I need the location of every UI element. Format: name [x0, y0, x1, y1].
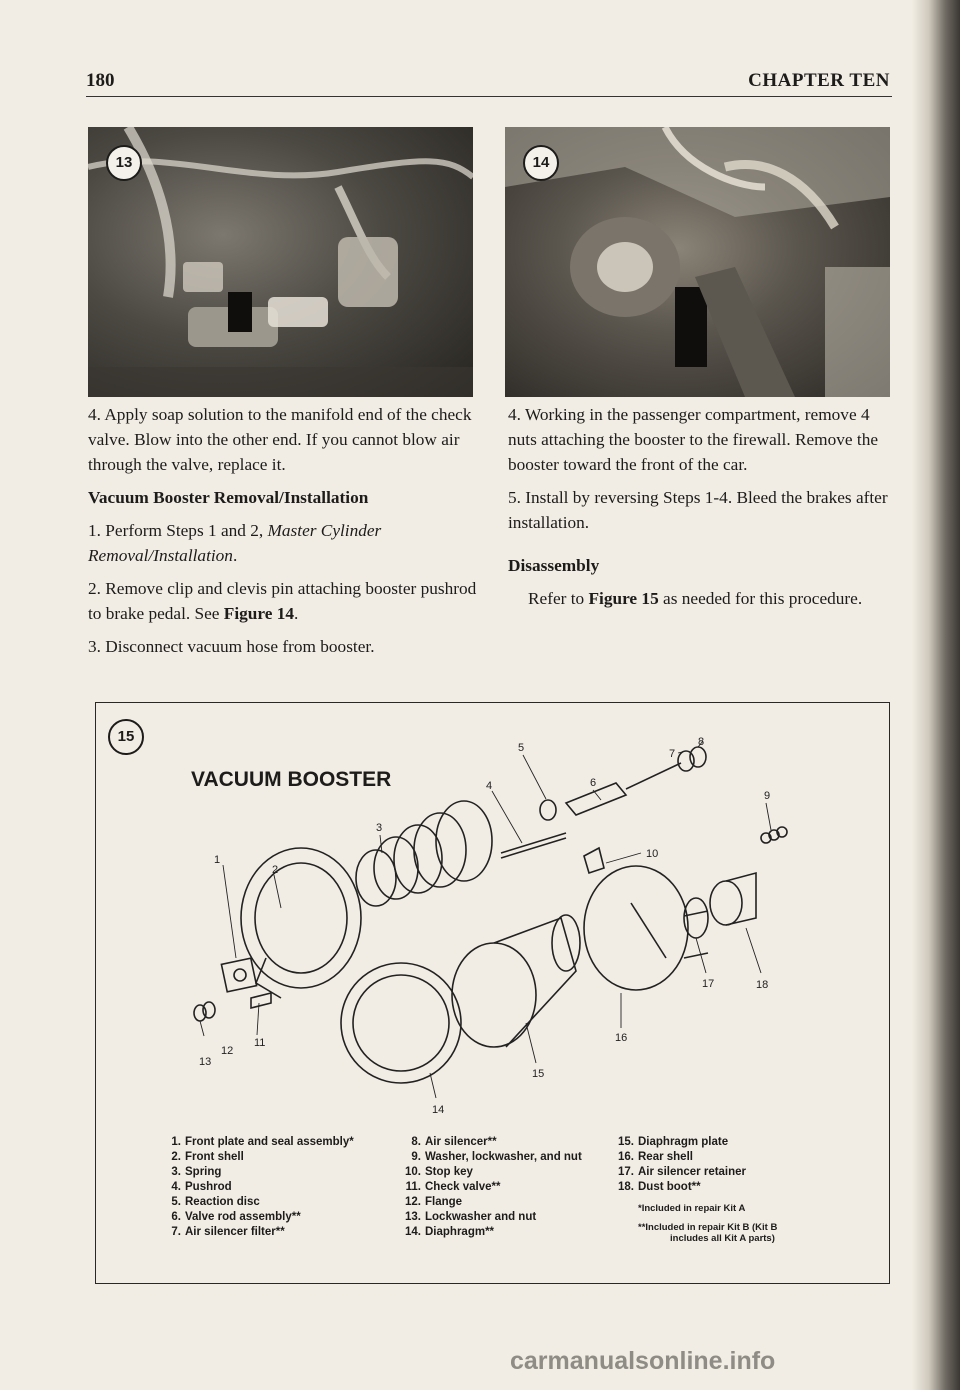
- legend-item-text: Air silencer**: [425, 1136, 497, 1148]
- kit-b-note-line1: **Included in repair Kit B (Kit B: [638, 1222, 778, 1233]
- rear-shell-stud: [684, 911, 708, 916]
- callout-9: 9: [764, 790, 771, 802]
- legend-item-number: 17.: [618, 1166, 634, 1178]
- legend-item: [161, 1165, 354, 1180]
- legend-item-text: Pushrod: [185, 1181, 232, 1193]
- chapter-title: CHAPTER TEN: [748, 70, 890, 91]
- callout-15: 15: [532, 1068, 545, 1080]
- legend-item-number: 1.: [171, 1136, 181, 1148]
- kit-a-note: *Included in repair Kit A: [638, 1203, 746, 1214]
- callout-10: 10: [646, 848, 659, 860]
- legend-item: [401, 1150, 582, 1165]
- legend-item-text: Spring: [185, 1166, 222, 1178]
- legend-item-text: Lockwasher and nut: [425, 1211, 537, 1223]
- legend-item-text: Valve rod assembly**: [185, 1211, 301, 1223]
- legend-column-1: [161, 1135, 354, 1240]
- legend-item: [401, 1210, 582, 1225]
- legend-item-text: Rear shell: [638, 1151, 693, 1163]
- intro-suffix: as needed for this procedure.: [658, 589, 863, 608]
- photo-14-illustration: [505, 127, 890, 397]
- legend-item-number: 12.: [405, 1196, 421, 1208]
- legend-item: [161, 1225, 354, 1240]
- legend-item-number: 3.: [171, 1166, 181, 1178]
- step-2-prefix: 2. Remove clip and clevis pin attaching booster pushrod to brake pedal. See: [88, 579, 477, 623]
- spring-coils: [356, 801, 492, 906]
- stop-key: [584, 848, 604, 873]
- legend-item-text: Dust boot**: [638, 1181, 701, 1193]
- callout-13: 13: [199, 1056, 212, 1068]
- valve-rod-shaft: [626, 763, 681, 789]
- callout-1: 1: [214, 854, 221, 866]
- kit-b-note: [614, 1222, 777, 1244]
- legend-item: [401, 1165, 582, 1180]
- callout-3: 3: [376, 822, 383, 834]
- legend-item-text: Diaphragm**: [425, 1226, 495, 1238]
- header-rule: [86, 96, 892, 97]
- callout-18: 18: [756, 979, 769, 991]
- legend-item-text: Front plate and seal assembly*: [185, 1136, 354, 1148]
- diaphragm-inner: [353, 975, 449, 1071]
- legend-item-number: 8.: [411, 1136, 421, 1148]
- legend-item-text: Washer, lockwasher, and nut: [425, 1151, 582, 1163]
- photo-figure-14: [505, 127, 890, 397]
- left-text-column: [88, 402, 478, 667]
- legend-item-text: Flange: [425, 1196, 463, 1208]
- legend-item-number: 11.: [405, 1181, 421, 1193]
- legend-item: [161, 1195, 354, 1210]
- step-2-figure-ref: Figure 14: [223, 604, 295, 623]
- watermark: carmanualsonline.info: [510, 1347, 776, 1375]
- legend-item: [401, 1180, 582, 1195]
- legend-column-3-items: [614, 1135, 777, 1195]
- rear-shell-stud-2: [684, 953, 708, 958]
- legend-item-number: 16.: [618, 1151, 634, 1163]
- removal-step-3: 3. Disconnect vacuum hose from booster.: [88, 637, 375, 656]
- kit-b-note-line2: includes all Kit A parts): [670, 1233, 775, 1244]
- check-valve-step: 4. Apply soap solution to the manifold end of the check valve. Blow into the other end. If you cannot blow air through the valve, replace it.: [88, 405, 472, 474]
- booster-removal-heading: Vacuum Booster Removal/Installation: [88, 488, 369, 507]
- dust-boot-end: [710, 881, 742, 925]
- removal-step-2: [88, 576, 478, 626]
- legend-item: [401, 1225, 582, 1240]
- front-shell-inner: [255, 863, 347, 973]
- photo-13-badge: 13: [106, 145, 142, 181]
- legend-item: [401, 1195, 582, 1210]
- step-1-suffix: .: [232, 546, 238, 565]
- front-plate: [221, 958, 256, 992]
- callout-5: 5: [518, 742, 525, 754]
- callout-14: 14: [432, 1104, 445, 1116]
- diaphragm-plate-hub: [552, 915, 580, 971]
- pushrod-edge: [501, 838, 566, 858]
- legend-item-number: 10.: [405, 1166, 421, 1178]
- legend-item: [161, 1150, 354, 1165]
- legend-item-text: Reaction disc: [185, 1196, 260, 1208]
- legend-item-text: Check valve**: [425, 1181, 501, 1193]
- legend-item: [614, 1165, 777, 1180]
- legend-column-3: [614, 1135, 777, 1244]
- legend-item-number: 2.: [171, 1151, 181, 1163]
- air-silencer-filter: [678, 751, 694, 771]
- callout-8: 8: [698, 736, 705, 748]
- callout-4: 4: [486, 780, 493, 792]
- legend-item-number: 6.: [171, 1211, 181, 1223]
- legend-item-number: 14.: [405, 1226, 421, 1238]
- diaphragm-outer: [341, 963, 461, 1083]
- figure-15-badge: 15: [108, 719, 144, 755]
- intro-prefix: Refer to: [528, 589, 589, 608]
- legend-item-number: 15.: [618, 1136, 634, 1148]
- legend-item-text: Air silencer filter**: [185, 1226, 285, 1238]
- page-number: 180: [86, 70, 115, 91]
- legend-item: [401, 1135, 582, 1150]
- right-text-column: [508, 402, 900, 619]
- figure-title: VACUUM BOOSTER: [191, 768, 392, 791]
- legend-item: [161, 1210, 354, 1225]
- legend-item-text: Front shell: [185, 1151, 244, 1163]
- disassembly-intro: [508, 586, 900, 611]
- leader-lines: [200, 741, 771, 1098]
- callout-12: 12: [221, 1045, 234, 1057]
- legend-item: [161, 1180, 354, 1195]
- legend-item-text: Air silencer retainer: [638, 1166, 747, 1178]
- air-silencer: [690, 747, 706, 767]
- legend-item-text: Diaphragm plate: [638, 1136, 729, 1148]
- reaction-disc: [540, 800, 556, 820]
- step-1-prefix: 1. Perform Steps 1 and 2,: [88, 521, 268, 540]
- legend-item: [614, 1135, 777, 1150]
- removal-step-1: [88, 518, 478, 568]
- legend-item: [614, 1180, 777, 1195]
- legend-item-text: Stop key: [425, 1166, 473, 1178]
- callout-6: 6: [590, 777, 597, 789]
- removal-step-4: 4. Working in the passenger compartment, remove 4 nuts attaching the booster to the firewall. Remove the booster toward the front of the car.: [508, 405, 879, 474]
- figure-15-box: [95, 702, 890, 1284]
- callout-7: 7: [669, 748, 676, 760]
- legend-item-number: 18.: [618, 1181, 634, 1193]
- front-plate-hole: [234, 969, 246, 981]
- legend-item: [161, 1135, 354, 1150]
- page-edge-shadow: [912, 0, 960, 1390]
- step-1-reference: Master Cylinder Removal/Installation: [88, 521, 382, 565]
- callout-17: 17: [702, 978, 715, 990]
- diaphragm-plate: [452, 943, 536, 1047]
- callout-16: 16: [615, 1032, 628, 1044]
- legend-item-number: 9.: [411, 1151, 421, 1163]
- legend-item-number: 4.: [171, 1181, 181, 1193]
- disassembly-heading: Disassembly: [508, 556, 600, 575]
- pushrod: [501, 833, 566, 853]
- front-shell-outline: [241, 848, 361, 988]
- callout-11: 11: [254, 1037, 266, 1049]
- flange-part: [251, 993, 271, 1008]
- photo-13-illustration: [88, 127, 473, 397]
- callout-2: 2: [272, 864, 279, 876]
- legend-item-number: 5.: [171, 1196, 181, 1208]
- legend-item-number: 7.: [171, 1226, 181, 1238]
- legend-column-2: [401, 1135, 582, 1240]
- legend-item: [614, 1150, 777, 1165]
- intro-figure-ref: Figure 15: [588, 589, 659, 608]
- step-2-suffix: .: [294, 604, 299, 623]
- photo-14-badge: 14: [523, 145, 559, 181]
- vacuum-booster-exploded-diagram: [96, 703, 889, 1128]
- photo-figure-13: [88, 127, 473, 397]
- removal-step-5: 5. Install by reversing Steps 1-4. Bleed the brakes after installation.: [508, 488, 888, 532]
- legend-item-number: 13.: [405, 1211, 421, 1223]
- rear-shell: [584, 866, 688, 990]
- rear-shell-seam: [631, 903, 666, 958]
